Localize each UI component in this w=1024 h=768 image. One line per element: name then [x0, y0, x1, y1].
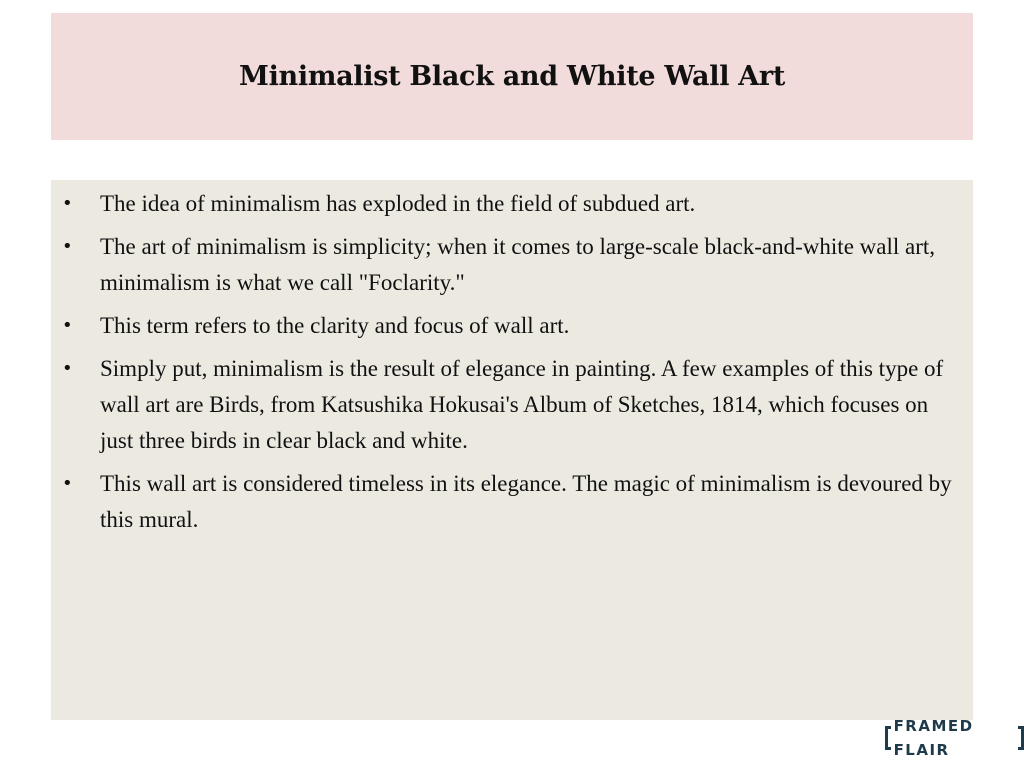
bullet-point-icon: •	[62, 193, 73, 214]
content-panel	[51, 180, 973, 720]
logo-bracket-right-icon	[1018, 726, 1024, 750]
bullet-point-icon: •	[62, 315, 73, 336]
bullet-text: This term refers to the clarity and focus of wall art.	[100, 313, 570, 338]
framed-flair-logo	[885, 717, 1024, 759]
bullet-point-icon: •	[62, 473, 73, 494]
bullet-item	[51, 351, 959, 459]
slide-title: Minimalist Black and White Wall Art	[239, 61, 785, 92]
bullet-point-icon: •	[62, 236, 73, 257]
bullet-text: Simply put, minimalism is the result of elegance in painting. A few examples of this type of wall art are Birds, from Katsushika Hokusai's Album of Sketches, 1814, which focuses on just three birds in clear black and white.	[100, 356, 944, 453]
bullet-text: This wall art is considered timeless in its elegance. The magic of minimalism is devoured by this mural.	[100, 471, 952, 532]
bullet-item	[51, 186, 959, 222]
bullet-text: The art of minimalism is simplicity; when it comes to large-scale black-and-white wall art, minimalism is what we call "Foclarity."	[100, 234, 936, 295]
bullet-item	[51, 229, 959, 301]
bullet-list	[51, 186, 959, 538]
bullet-text: The idea of minimalism has exploded in the field of subdued art.	[100, 191, 696, 216]
title-banner	[51, 13, 973, 140]
bullet-point-icon: •	[62, 358, 73, 379]
bullet-item	[51, 466, 959, 538]
logo-text: FRAMED FLAIR	[893, 717, 974, 759]
bullet-item	[51, 308, 959, 344]
